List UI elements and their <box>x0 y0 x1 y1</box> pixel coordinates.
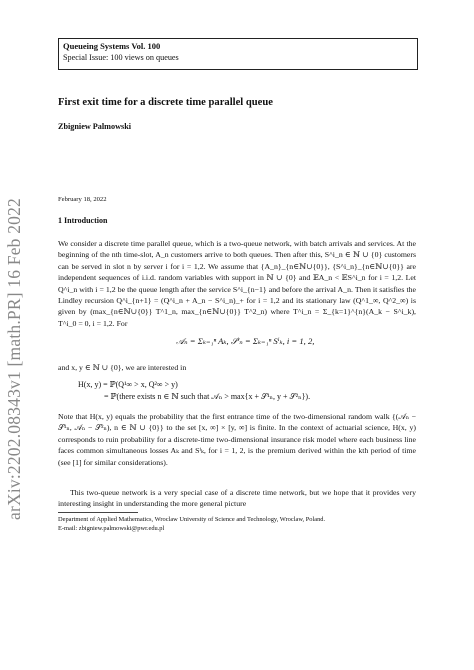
equation-line-2: = ℙ(there exists n ∈ ℕ such that 𝒜ₙ > max{x + 𝒮¹ₙ, y + 𝒮²ₙ}). <box>104 392 311 401</box>
footnote-email: E-mail: zbigniew.palmowski@pwr.edu.pl <box>58 524 165 532</box>
journal-header-box <box>58 38 418 70</box>
equation-line-1: H(x, y) = ℙ(Q¹∞ > x, Q²∞ > y) <box>78 380 178 389</box>
footnote <box>58 516 416 533</box>
journal-issue: Special Issue: 100 views on queues <box>63 53 179 62</box>
equation-sums: 𝒜ₙ = Σₖ₌₁ⁿ Aₖ, 𝒮ⁱₙ = Σₖ₌₁ⁿ Sⁱₖ, i = 1, 2, <box>176 336 315 346</box>
paper-date: February 18, 2022 <box>58 196 107 203</box>
paragraph-intro: We consider a discrete time parallel queue, which is a two-queue network, with batch arrivals and services. At the beginning of the nth time-slot, A_n customers arrive to both queues. Then after this, S^i_n ∈ ℕ ∪ {0} customers can be served in slot n by server i for i = 1,2. We assume that {A_n}_{n∈ℕ∪{0}}, {S^i_n}_{n∈ℕ∪{0}} are independent sequences of i.i.d. random variables with support in ℕ ∪ {0} and 𝔼A_n < 𝔼S^i_n for i = 1,2. Let Q^i_n with i = 1,2 be the queue length after the service S^i_{n−1} and before the arrival A_n. Then it satisfies the Lindley recursion Q^i_{n+1} = (Q^i_n + A_n − S^i_n)_+ for i = 1,2 and its stationary law (Q^1_∞, Q^2_∞) is given by (max_{n∈ℕ∪{0}} T^1_n, max_{n∈ℕ∪{0}} T^2_n) where T^i_n = Σ_{k=1}^{n}(A_k − S^i_k), T^i_0 = 0, i = 1,2. For <box>58 239 416 328</box>
equation-probability <box>78 379 310 403</box>
journal-name: Queueing Systems Vol. 100 <box>63 41 161 51</box>
section-heading: 1 Introduction <box>58 216 108 225</box>
arxiv-identifier: arXiv:2202.08343v1 [math.PR] 16 Feb 2022 <box>4 197 24 520</box>
paragraph-interpretation: Note that H(x, y) equals the probability that the first entrance time of the two-dimensional random walk {(𝒜ₙ − 𝒮¹ₙ, 𝒜ₙ − 𝒮²ₙ), n ∈ ℕ ∪ {0}} to the set [x, ∞] × [y, ∞] is finite. In the context of actuarial science, H(x, y) corresponds to ruin probability for a discrete-time two-dimensional insurance risk model where each business line faces common simultaneous losses Aₖ and Sⁱₖ, for i = 1, 2, is the premium derived within the kth period of time (see [1] for similar considerations). <box>58 412 416 467</box>
author-name: Zbigniew Palmowski <box>58 122 132 131</box>
paragraph-interest: and x, y ∈ ℕ ∪ {0}, we are interested in <box>58 363 187 372</box>
paper-title: First exit time for a discrete time parallel queue <box>58 97 273 108</box>
footnote-rule <box>58 512 138 513</box>
paragraph-network: This two-queue network is a very special case of a discrete time network, but we hope that it provides very interesting insight in understanding the more general picture <box>58 488 416 509</box>
footnote-affiliation: Department of Applied Mathematics, Wroclaw University of Science and Technology, Wroclaw, Poland. <box>58 516 326 523</box>
